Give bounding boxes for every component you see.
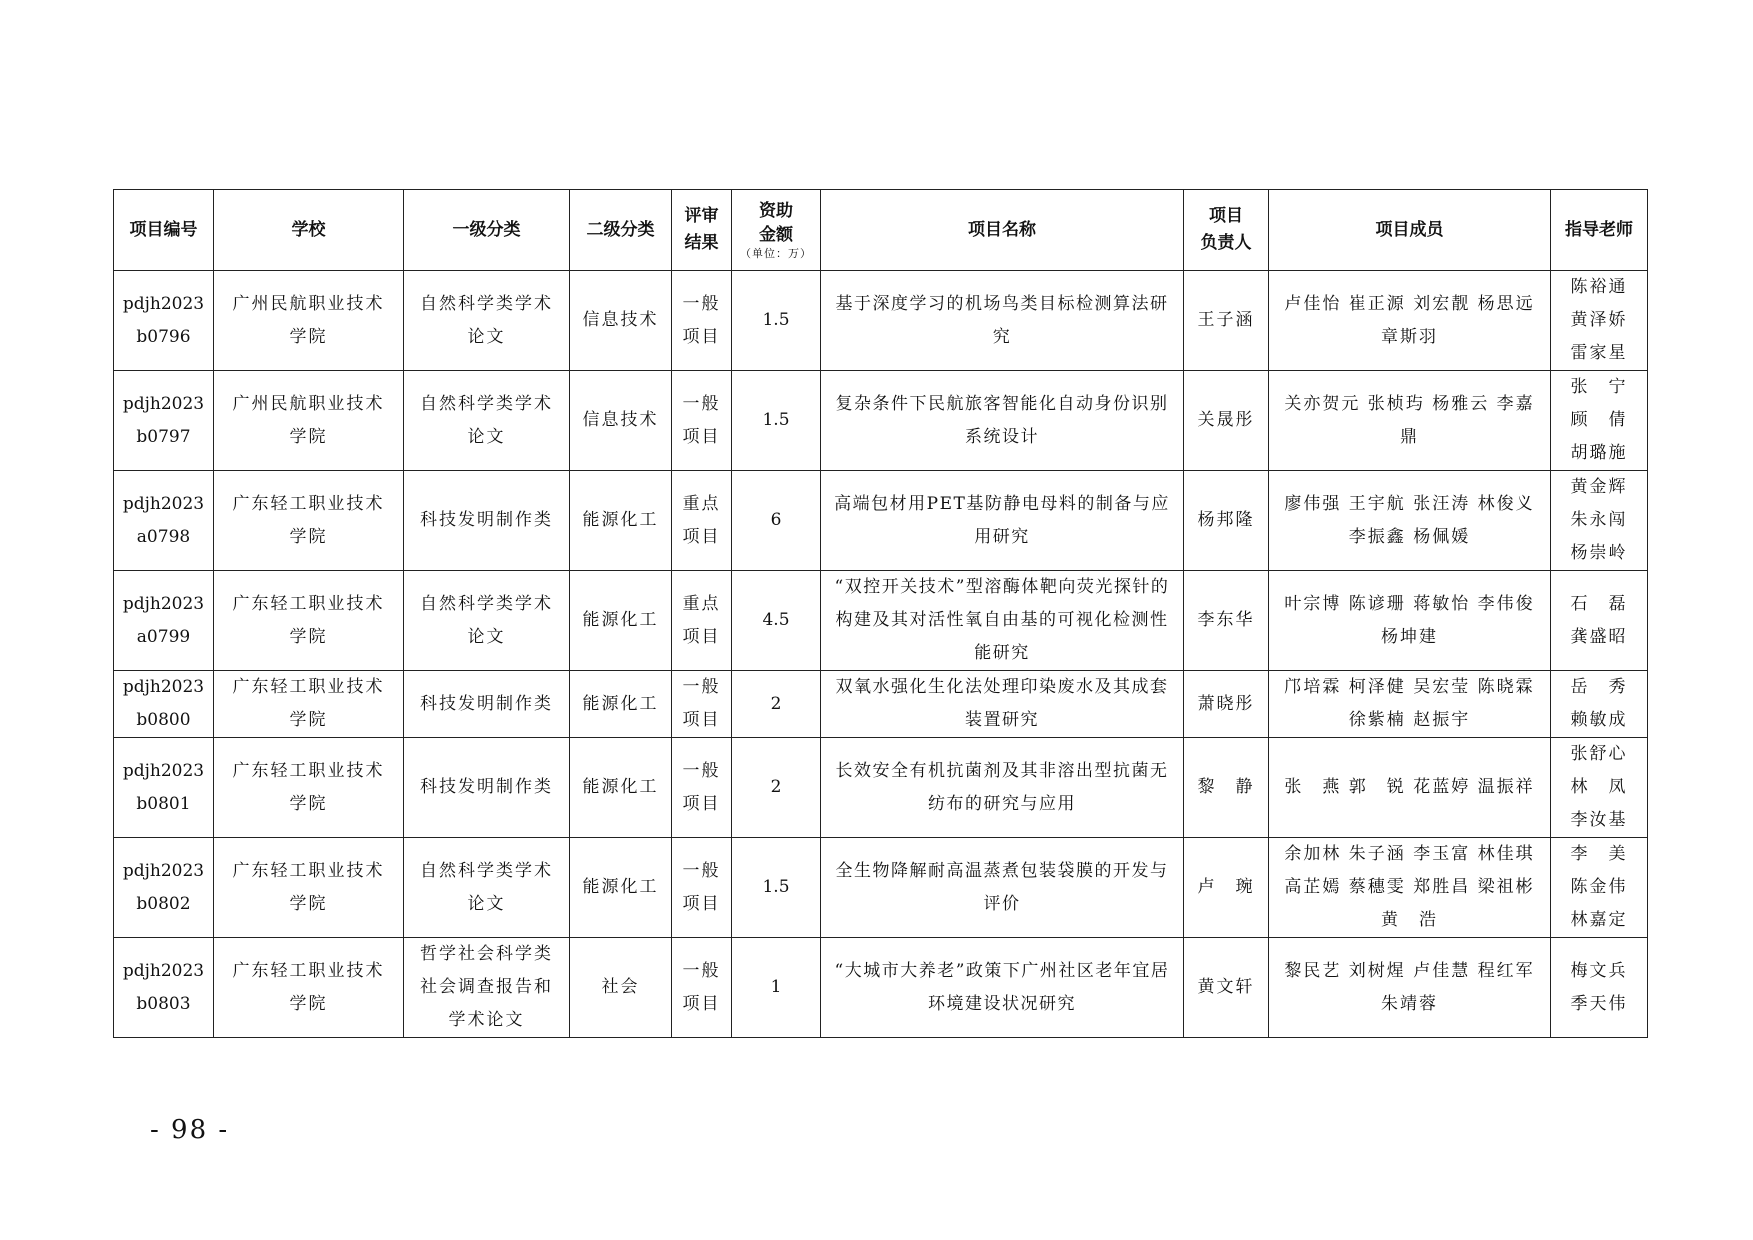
level1-line: 自然科学类学术	[420, 593, 553, 614]
cell-result	[672, 738, 732, 838]
members-line: 徐紫楠 赵振宇	[1348, 710, 1471, 730]
cell-level1	[404, 471, 570, 571]
cell-project: “双控开关技术”型溶酶体靶向荧光探针的构建及其对活性氧自由基的可视化检测性能研究	[821, 571, 1184, 671]
code-line: b0800	[136, 710, 191, 730]
members-line: 黎民艺 刘树煋 卢佳慧 程红军	[1284, 960, 1535, 981]
header-amount-line2: 金额	[759, 225, 793, 245]
header-result-line1: 评审	[684, 206, 719, 226]
cell-amount: 2	[732, 738, 821, 838]
cell-school	[214, 571, 404, 671]
level1-line: 自然科学类学术	[420, 393, 553, 414]
header-school: 学校	[214, 190, 404, 271]
cell-leader: 李东华	[1184, 571, 1269, 671]
school-line: 学院	[289, 893, 328, 914]
members-line: 鼎	[1400, 426, 1419, 447]
members-line: 卢佳怡 崔正源 刘宏靓 杨思远	[1284, 293, 1535, 314]
result-line: 项目	[682, 993, 721, 1014]
cell-amount: 2	[732, 671, 821, 738]
cell-amount: 4.5	[732, 571, 821, 671]
page-number: - 98 -	[150, 1115, 230, 1145]
cell-level2: 能源化工	[570, 738, 672, 838]
cell-level2: 社会	[570, 938, 672, 1038]
cell-advisors	[1551, 371, 1648, 471]
table-row	[114, 671, 1648, 738]
table-row	[114, 271, 1648, 371]
cell-advisors	[1551, 571, 1648, 671]
cell-result	[672, 371, 732, 471]
header-level2: 二级分类	[570, 190, 672, 271]
cell-code	[114, 271, 214, 371]
result-line: 项目	[682, 426, 721, 447]
code-line: pdjh2023	[122, 293, 205, 314]
cell-level1	[404, 838, 570, 938]
members-line: 李振鑫 杨佩媛	[1348, 526, 1471, 547]
table-row	[114, 838, 1648, 938]
cell-advisors	[1551, 838, 1648, 938]
result-line: 一般	[682, 293, 721, 314]
level1-line: 论文	[467, 893, 506, 914]
header-leader	[1184, 190, 1269, 271]
cell-school	[214, 271, 404, 371]
cell-advisors	[1551, 738, 1648, 838]
cell-project: 高端包材用PET基防静电母料的制备与应用研究	[821, 471, 1184, 571]
header-amount-line1: 资助	[759, 201, 793, 221]
header-row	[114, 190, 1648, 271]
table-row	[114, 571, 1648, 671]
cell-level1	[404, 671, 570, 738]
level1-line: 论文	[467, 426, 506, 447]
cell-result	[672, 838, 732, 938]
table-row	[114, 371, 1648, 471]
table-row	[114, 938, 1648, 1038]
result-line: 一般	[682, 960, 721, 981]
level1-line: 自然科学类学术	[420, 293, 553, 314]
cell-leader: 关晟彤	[1184, 371, 1269, 471]
cell-advisors	[1551, 671, 1648, 738]
result-line: 一般	[682, 393, 721, 414]
members-line: 朱靖蓉	[1381, 993, 1438, 1014]
cell-project: 全生物降解耐高温蒸煮包装袋膜的开发与评价	[821, 838, 1184, 938]
members-line: 廖伟强 王宇航 张汪涛 林俊义	[1284, 493, 1535, 514]
cell-school	[214, 371, 404, 471]
school-line: 学院	[289, 326, 328, 347]
cell-amount: 1	[732, 938, 821, 1038]
cell-code	[114, 671, 214, 738]
table-row	[114, 471, 1648, 571]
cell-project: “大城市大养老”政策下广州社区老年宜居环境建设状况研究	[821, 938, 1184, 1038]
header-level1: 一级分类	[404, 190, 570, 271]
header-members: 项目成员	[1269, 190, 1551, 271]
code-line: pdjh2023	[122, 593, 205, 614]
advisor-name: 张 宁	[1570, 377, 1628, 397]
result-line: 重点	[682, 493, 721, 514]
advisor-name: 林嘉定	[1570, 910, 1628, 930]
cell-level1	[404, 371, 570, 471]
cell-project: 双氧水强化生化法处理印染废水及其成套装置研究	[821, 671, 1184, 738]
cell-amount: 1.5	[732, 371, 821, 471]
header-result	[672, 190, 732, 271]
code-line: b0797	[136, 426, 191, 447]
members-line: 杨坤建	[1381, 626, 1438, 647]
cell-amount: 1.5	[732, 838, 821, 938]
code-line: b0796	[136, 326, 191, 347]
cell-level2: 能源化工	[570, 471, 672, 571]
header-leader-line1: 项目	[1209, 206, 1243, 226]
school-line: 广东轻工职业技术	[232, 960, 385, 981]
cell-level2: 信息技术	[570, 271, 672, 371]
cell-result	[672, 471, 732, 571]
advisor-name: 陈裕通	[1570, 277, 1628, 297]
school-line: 广东轻工职业技术	[232, 677, 385, 697]
funding-table	[113, 189, 1648, 1038]
level1-line: 学术论文	[448, 1010, 525, 1030]
school-line: 广东轻工职业技术	[232, 860, 385, 881]
cell-level2: 能源化工	[570, 571, 672, 671]
cell-level1	[404, 571, 570, 671]
school-line: 学院	[289, 710, 328, 730]
advisor-name: 季天伟	[1570, 993, 1628, 1014]
advisor-name: 陈金伟	[1570, 877, 1628, 897]
cell-school	[214, 671, 404, 738]
code-line: b0801	[136, 793, 191, 814]
cell-leader: 杨邦隆	[1184, 471, 1269, 571]
advisor-name: 雷家星	[1570, 343, 1628, 363]
level1-line: 科技发明制作类	[420, 777, 553, 797]
advisor-name: 岳 秀	[1570, 677, 1628, 697]
cell-result	[672, 571, 732, 671]
result-line: 重点	[682, 593, 721, 614]
advisor-name: 黄金辉	[1570, 477, 1628, 497]
advisor-name: 朱永闯	[1570, 510, 1628, 530]
advisor-name: 赖敏成	[1570, 710, 1628, 730]
result-line: 一般	[682, 860, 721, 881]
cell-project: 复杂条件下民航旅客智能化自动身份识别系统设计	[821, 371, 1184, 471]
members-line: 余加林 朱子涵 李玉富 林佳琪	[1284, 844, 1535, 864]
school-line: 学院	[289, 626, 328, 647]
members-line: 叶宗博 陈谚珊 蒋敏怡 李伟俊	[1284, 593, 1535, 614]
members-line: 关亦贺元 张桢玙 杨雅云 李嘉	[1284, 393, 1535, 414]
cell-level2: 信息技术	[570, 371, 672, 471]
cell-members	[1269, 938, 1551, 1038]
cell-project: 基于深度学习的机场鸟类目标检测算法研究	[821, 271, 1184, 371]
advisor-name: 顾 倩	[1570, 410, 1628, 430]
cell-leader: 卢 琬	[1184, 838, 1269, 938]
cell-level1	[404, 938, 570, 1038]
header-advisors: 指导老师	[1551, 190, 1648, 271]
level1-line: 哲学社会科学类	[420, 944, 553, 964]
cell-members	[1269, 738, 1551, 838]
cell-members	[1269, 571, 1551, 671]
code-line: pdjh2023	[122, 860, 205, 881]
header-amount-unit: （单位：万）	[740, 247, 812, 260]
header-leader-line2: 负责人	[1200, 233, 1252, 253]
code-line: pdjh2023	[122, 760, 205, 781]
cell-code	[114, 371, 214, 471]
cell-advisors	[1551, 938, 1648, 1038]
cell-result	[672, 271, 732, 371]
cell-members	[1269, 271, 1551, 371]
code-line: pdjh2023	[122, 677, 205, 697]
result-line: 项目	[682, 526, 721, 547]
result-line: 项目	[682, 326, 721, 347]
advisor-name: 杨崇岭	[1570, 543, 1628, 563]
result-line: 项目	[682, 793, 721, 814]
cell-level2: 能源化工	[570, 838, 672, 938]
cell-leader: 萧晓彤	[1184, 671, 1269, 738]
code-line: pdjh2023	[122, 960, 205, 981]
members-line: 邝培霖 柯泽健 吴宏莹 陈晓霖	[1284, 677, 1535, 697]
cell-advisors	[1551, 271, 1648, 371]
result-line: 项目	[682, 626, 721, 647]
code-line: a0799	[136, 626, 191, 647]
advisor-name: 林 凤	[1570, 777, 1628, 797]
header-code: 项目编号	[114, 190, 214, 271]
cell-school	[214, 471, 404, 571]
cell-members	[1269, 838, 1551, 938]
cell-result	[672, 938, 732, 1038]
code-line: b0802	[136, 893, 191, 914]
members-line: 张 燕 郭 锐 花蓝婷 温振祥	[1284, 777, 1535, 797]
school-line: 广州民航职业技术	[232, 293, 385, 314]
cell-level1	[404, 738, 570, 838]
cell-code	[114, 838, 214, 938]
cell-school	[214, 938, 404, 1038]
advisor-name: 石 磊	[1570, 593, 1628, 614]
school-line: 广州民航职业技术	[232, 393, 385, 414]
school-line: 广东轻工职业技术	[232, 493, 385, 514]
cell-result	[672, 671, 732, 738]
level1-line: 社会调查报告和	[420, 977, 553, 997]
cell-code	[114, 571, 214, 671]
level1-line: 自然科学类学术	[420, 860, 553, 881]
cell-advisors	[1551, 471, 1648, 571]
result-line: 项目	[682, 710, 721, 730]
cell-code	[114, 471, 214, 571]
members-line: 章斯羽	[1381, 326, 1438, 347]
result-line: 一般	[682, 760, 721, 781]
members-line: 黄 浩	[1381, 910, 1438, 930]
code-line: b0803	[136, 993, 191, 1014]
advisor-name: 李 美	[1570, 844, 1628, 864]
cell-school	[214, 838, 404, 938]
code-line: pdjh2023	[122, 393, 205, 414]
cell-members	[1269, 671, 1551, 738]
advisor-name: 龚盛昭	[1570, 626, 1628, 647]
cell-project: 长效安全有机抗菌剂及其非溶出型抗菌无纺布的研究与应用	[821, 738, 1184, 838]
code-line: a0798	[136, 526, 191, 547]
advisor-name: 黄泽娇	[1570, 310, 1628, 330]
result-line: 一般	[682, 677, 721, 697]
school-line: 学院	[289, 426, 328, 447]
table-header	[114, 190, 1648, 271]
level1-line: 科技发明制作类	[420, 693, 553, 714]
school-line: 广东轻工职业技术	[232, 760, 385, 781]
cell-members	[1269, 471, 1551, 571]
cell-code	[114, 938, 214, 1038]
cell-leader: 黎 静	[1184, 738, 1269, 838]
header-amount	[732, 190, 821, 271]
school-line: 学院	[289, 526, 328, 547]
header-project: 项目名称	[821, 190, 1184, 271]
cell-members	[1269, 371, 1551, 471]
table-row	[114, 738, 1648, 838]
advisor-name: 胡璐施	[1570, 443, 1628, 463]
school-line: 学院	[289, 793, 328, 814]
cell-code	[114, 738, 214, 838]
cell-amount: 6	[732, 471, 821, 571]
cell-level2: 能源化工	[570, 671, 672, 738]
table-body	[114, 271, 1648, 1038]
school-line: 学院	[289, 993, 328, 1014]
header-result-line2: 结果	[684, 233, 719, 253]
advisor-name: 张舒心	[1570, 744, 1628, 764]
cell-school	[214, 738, 404, 838]
members-line: 高芷嫣 蔡穗雯 郑胜昌 梁祖彬	[1284, 877, 1535, 897]
cell-level1	[404, 271, 570, 371]
cell-leader: 黄文轩	[1184, 938, 1269, 1038]
code-line: pdjh2023	[122, 493, 205, 514]
result-line: 项目	[682, 893, 721, 914]
level1-line: 论文	[467, 626, 506, 647]
cell-leader: 王子涵	[1184, 271, 1269, 371]
level1-line: 科技发明制作类	[420, 510, 553, 530]
level1-line: 论文	[467, 326, 506, 347]
advisor-name: 李汝基	[1570, 810, 1628, 830]
cell-amount: 1.5	[732, 271, 821, 371]
advisor-name: 梅文兵	[1570, 960, 1628, 981]
school-line: 广东轻工职业技术	[232, 593, 385, 614]
